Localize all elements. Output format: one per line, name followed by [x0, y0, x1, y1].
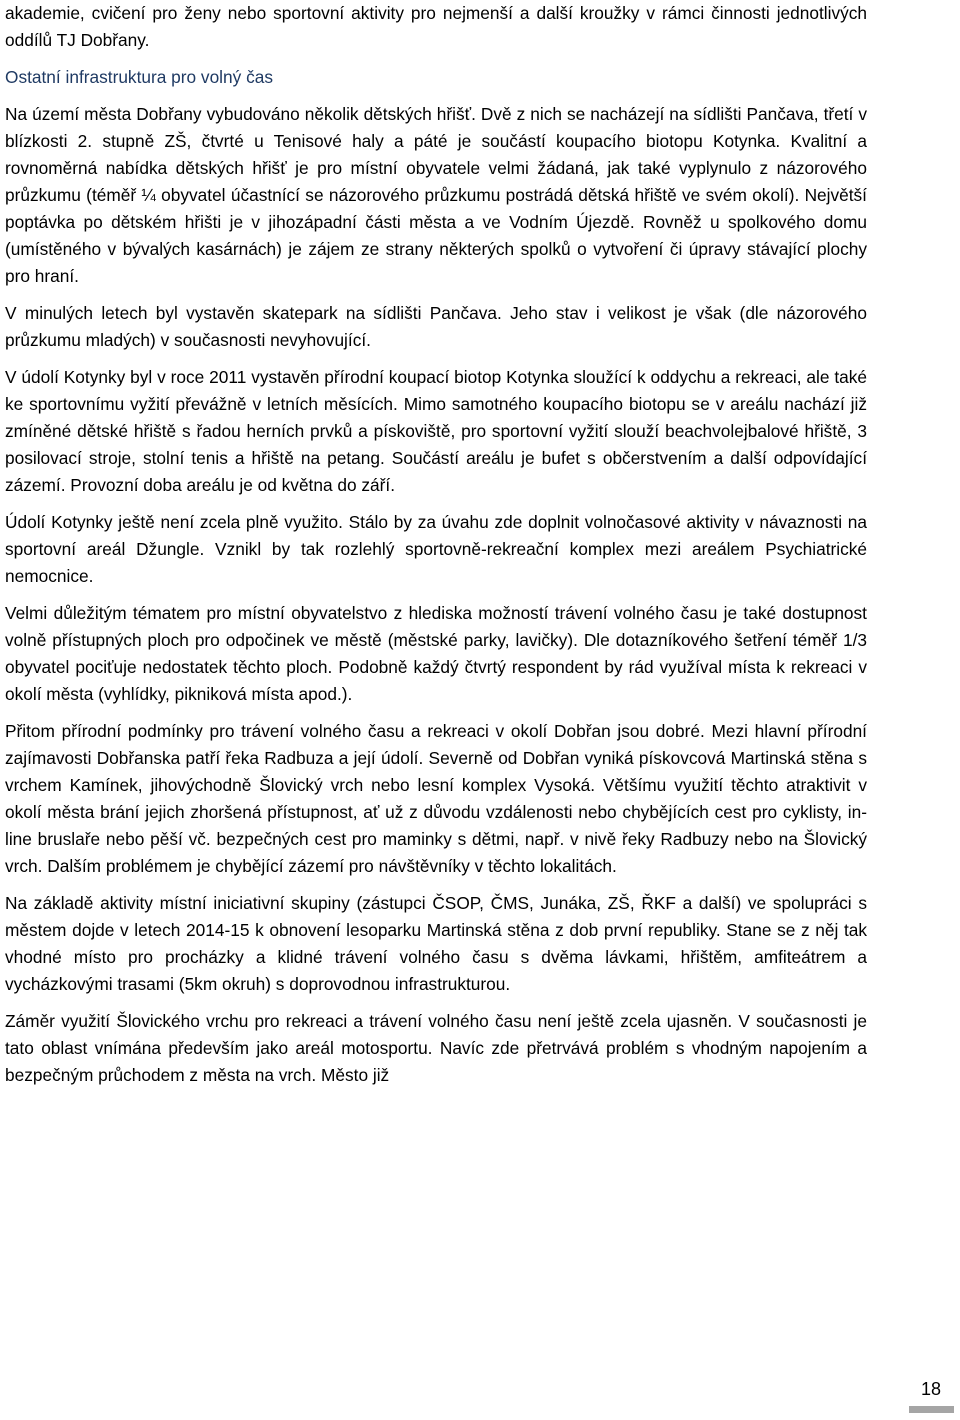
paragraph-playgrounds: Na území města Dobřany vybudováno několik dětských hřišť. Dvě z nich se nacházejí na sídlišti Pančava, třetí v blízkosti 2. stupně ZŠ, čtvrté u Tenisové haly a páté je součástí koupacího biotopu Kotynka. Kvalitní a rovnoměrná nabídka dětských hřišť je pro místní obyvatele velmi žádaná, jak také vyplynulo z názorového průzkumu (téměř ¼ obyvatel účastnící se názorového průzkumu postrádá dětská hřiště ve svém okolí). Největší poptávka po dětském hřišti je v jihozápadní části města a ve Vodním Újezdě. Rovněž u spolkového domu (umístěného v bývalých kasárnách) je zájem ze strany některých spolků o vytvoření či úpravy stávající plochy pro hraní. [5, 104, 867, 286]
paragraph-kotynka: V údolí Kotynky byl v roce 2011 vystavěn přírodní koupací biotop Kotynka sloužící k oddychu a rekreaci, ale také ke sportovnímu vyžití převážně v letních měsících. Mimo samotného koupacího biotopu se v areálu nachází již zmíněné dětské hřiště s řadou herních prvků a pískoviště, pro sportovní vyžití slouží beachvolejbalové hřiště, 3 posilovací stroje, stolní tenis a hřiště na petang. Součástí areálu je bufet s občerstvením a další odpovídající zázemí. Provozní doba areálu je od května do září. [5, 367, 867, 495]
paragraph-nature: Přitom přírodní podmínky pro trávení volného času a rekreaci v okolí Dobřan jsou dobré. Mezi hlavní přírodní zajímavosti Dobřanska patří řeka Radbuza a její údolí. Severně od Dobřan vyniká pískovcová Martinská stěna s vrchem Kamínek, jihovýchodně Šlovický vrch nebo lesní komplex Vysoká. Většímu využití těchto atraktivit v okolí města brání jejich zhoršená přístupnost, ať už z důvodu vzdálenosti nebo chybějících cest pro cyklisty, in-line bruslaře nebo pěší vč. bezpečných cest pro maminky s dětmi, např. v nivě řeky Radbuzy nebo na Šlovický vrch. Dalším problémem je chybějící zázemí pro návštěvníky v těchto lokalitách. [5, 721, 867, 876]
page-number: 18 [920, 1379, 942, 1399]
paragraph-skatepark: V minulých letech byl vystavěn skatepark na sídlišti Pančava. Jeho stav i velikost je však (dle názorového průzkumu mladých) v současnosti nevyhovující. [5, 303, 867, 350]
paragraph-intro: akademie, cvičení pro ženy nebo sportovní aktivity pro nejmenší a další kroužky v rámci činnosti jednotlivých oddílů TJ Dobřany. [5, 3, 867, 50]
section-heading-infrastructure: Ostatní infrastruktura pro volný čas [5, 67, 273, 87]
document-page [5, 0, 867, 1089]
paragraph-slovicky: Záměr využití Šlovického vrchu pro rekreaci a trávení volného času není ještě zcela ujasněn. V současnosti je tato oblast vnímána především jako areál motosportu. Navíc zde přetrvává problém s vhodným napojením a bezpečným průchodem z města na vrch. Město již [5, 1011, 867, 1085]
paragraph-valley: Údolí Kotynky ještě není zcela plně využito. Stálo by za úvahu zde doplnit volnočasové aktivity v návaznosti na sportovní areál Džungle. Vznikl by tak rozlehlý sportovně-rekreační komplex mezi areálem Psychiatrické nemocnice. [5, 512, 867, 586]
page-number-underline [909, 1406, 954, 1413]
paragraph-initiative: Na základě aktivity místní iniciativní skupiny (zástupci ČSOP, ČMS, Junáka, ZŠ, ŘKF a další) ve spolupráci s městem dojde v letech 2014-15 k obnovení lesoparku Martinská stěna z dob první republiky. Stane se z něj tak vhodné místo pro procházky a klidné trávení volného času s dvěma lávkami, hřištěm, amfiteátrem a vycházkovými trasami (5km okruh) s doprovodnou infrastrukturou. [5, 893, 867, 994]
paragraph-public-spaces: Velmi důležitým tématem pro místní obyvatelstvo z hlediska možností trávení volného času je také dostupnost volně přístupných ploch pro odpočinek ve městě (městské parky, lavičky). Dle dotazníkového šetření téměř 1/3 obyvatel pociťuje nedostatek těchto ploch. Podobně každý čtvrtý respondent by rád využíval místa k rekreaci v okolí města (vyhlídky, pikniková místa apod.). [5, 603, 867, 704]
